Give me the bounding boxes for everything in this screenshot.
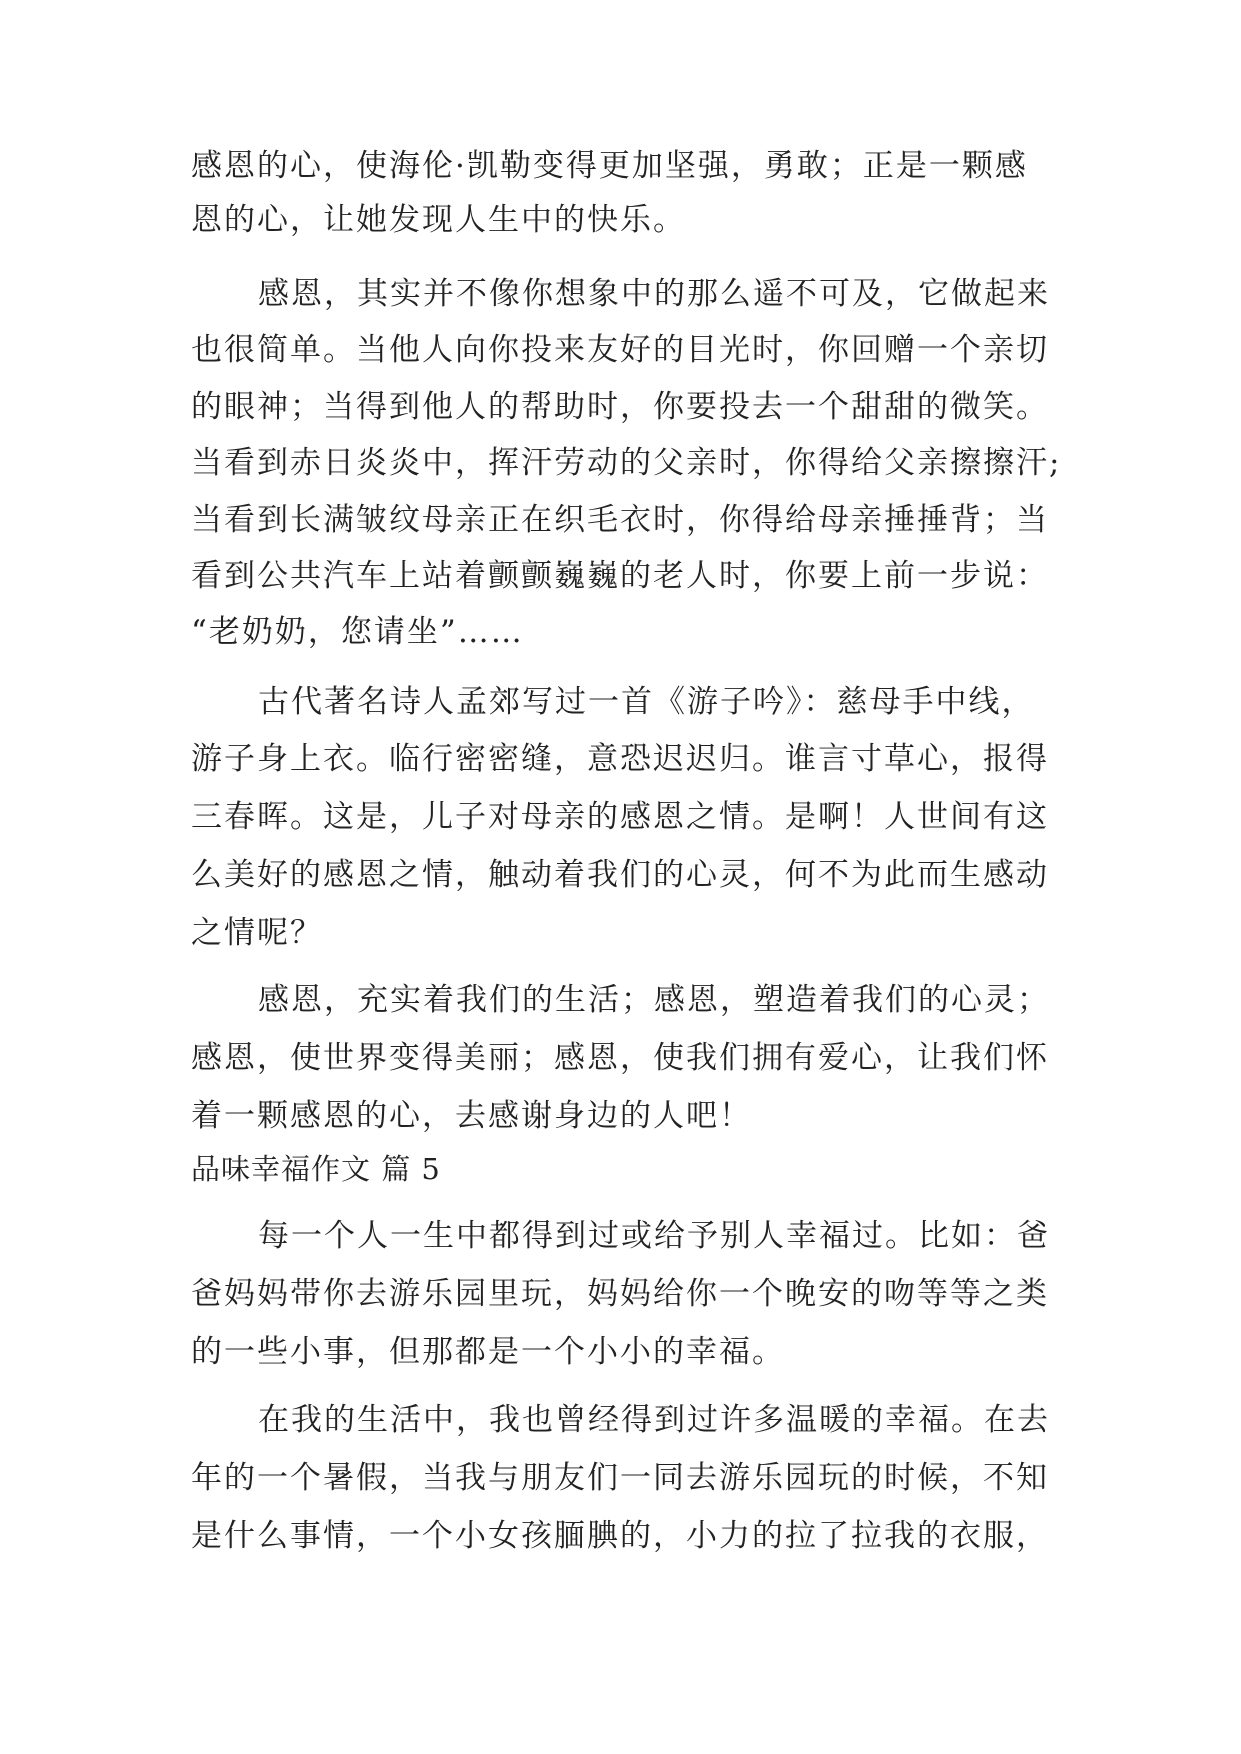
paragraph-line: 当看到赤日炎炎中，挥汗劳动的父亲时，你得给父亲擦擦汗; <box>191 445 1062 481</box>
paragraph-line: 感恩的心，使海伦·凯勒变得更加坚强，勇敢；正是一颗感 <box>191 148 1028 184</box>
paragraph-line: 年的一个暑假，当我与朋友们一同去游乐园玩的时候，不知 <box>191 1460 1049 1496</box>
paragraph-line: 感恩，充实着我们的生活；感恩，塑造着我们的心灵； <box>258 982 1050 1018</box>
paragraph-line: 的一些小事，但那都是一个小小的幸福。 <box>191 1334 785 1370</box>
paragraph-line: “老奶奶，您请坐”…… <box>191 614 524 650</box>
paragraph-line: 感恩，其实并不像你想象中的那么遥不可及，它做起来 <box>258 276 1050 312</box>
paragraph-line: 每一个人一生中都得到过或给予别人幸福过。比如：爸 <box>258 1218 1050 1254</box>
paragraph-line: 么美好的感恩之情，触动着我们的心灵，何不为此而生感动 <box>191 857 1049 893</box>
section-heading: 品味幸福作文 篇 5 <box>191 1152 441 1186</box>
paragraph-line: 当看到长满皱纹母亲正在织毛衣时，你得给母亲捶捶背；当 <box>191 502 1049 538</box>
paragraph-line: 之情呢？ <box>191 915 323 951</box>
paragraph-line: 游子身上衣。临行密密缝，意恐迟迟归。谁言寸草心，报得 <box>191 741 1049 777</box>
paragraph-line: 三春晖。这是，儿子对母亲的感恩之情。是啊！人世间有这 <box>191 799 1049 835</box>
paragraph-line: 也很简单。当他人向你投来友好的目光时，你回赠一个亲切 <box>191 332 1049 368</box>
paragraph-line: 在我的生活中，我也曾经得到过许多温暖的幸福。在去 <box>258 1402 1050 1438</box>
paragraph-line: 恩的心，让她发现人生中的快乐。 <box>191 202 686 238</box>
paragraph-line: 爸妈妈带你去游乐园里玩，妈妈给你一个晚安的吻等等之类 <box>191 1276 1049 1312</box>
paragraph-line: 是什么事情，一个小女孩腼腆的，小力的拉了拉我的衣服， <box>191 1518 1049 1554</box>
paragraph-line: 着一颗感恩的心，去感谢身边的人吧！ <box>191 1098 752 1134</box>
paragraph-line: 看到公共汽车上站着颤颤巍巍的老人时，你要上前一步说： <box>191 558 1049 594</box>
paragraph-line: 古代著名诗人孟郊写过一首《游子吟》：慈母手中线， <box>258 684 1035 720</box>
paragraph-line: 感恩，使世界变得美丽；感恩，使我们拥有爱心，让我们怀 <box>191 1040 1049 1076</box>
paragraph-line: 的眼神；当得到他人的帮助时，你要投去一个甜甜的微笑。 <box>191 389 1049 425</box>
